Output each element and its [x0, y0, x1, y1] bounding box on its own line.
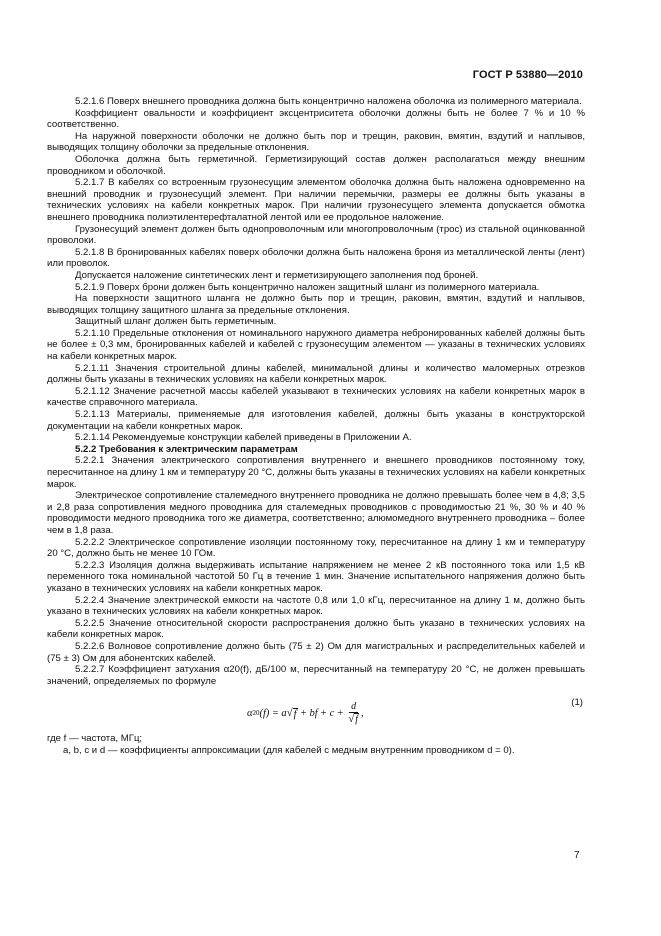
document-body — [47, 96, 585, 756]
paragraph: 5.2.2.5 Значение относительной скорости распространения должно быть указано в технических условиях на кабели конкретных марок. — [47, 617, 585, 641]
paragraph: 5.2.2.1 Значения электрического сопротивления внутреннего и внешнего проводников постоянному току, пересчитанное на длину 1 км и температуру 20 °С, должны быть указаны в технических условиях на кабели конкретных марок. — [47, 455, 585, 490]
paragraph: 5.2.1.11 Значения строительной длины кабелей, минимальной длины и количество маломерных отрезков должны быть указаны в технических условиях на кабели конкретных марок. — [47, 362, 585, 386]
paragraph: 5.2.1.13 Материалы, применяемые для изготовления кабелей, должны быть указаны в конструкторской документации на кабели конкретных марок. — [47, 409, 585, 432]
formula-arg: (f) — [259, 707, 270, 719]
paragraph: 5.2.1.8 В бронированных кабелях поверх оболочки должна быть наложена броня из металлической ленты (лент) или проволок. — [47, 246, 585, 270]
sqrt-symbol — [348, 713, 359, 726]
attenuation-formula — [247, 701, 364, 726]
equation-number: (1) — [571, 697, 583, 709]
paragraph: На наружной поверхности оболочки не должно быть пор и трещин, раковин, вмятин, вздутий и наплывов, выводящих толщину оболочки за предельные отклонения. — [47, 130, 585, 154]
where-clause: a, b, c и d — коэффициенты аппроксимации (для кабелей с медным внутренним проводником d = 0). — [63, 744, 515, 756]
formula-fraction — [348, 701, 359, 726]
paragraph: 5.2.1.12 Значение расчетной массы кабелей указывают в технических условиях на кабели конкретных марок в качестве справочного материала. — [47, 385, 585, 409]
paragraph: 5.2.1.6 Поверх внешнего проводника должна быть концентрично наложена оболочка из полимерного материала. — [75, 96, 582, 107]
paragraph: Коэффициент овальности и коэффициент эксцентриситета оболочки должны быть не более 7 % и 10 % соответственно. — [47, 107, 585, 131]
formula-plus: + — [300, 707, 307, 719]
formula-c: c — [329, 707, 335, 719]
formula-block — [47, 687, 585, 733]
paragraph: 5.2.1.7 В кабелях со встроенным грузонесущим элементом оболочка должна быть наложена одновременно на внешний проводник и грузонесущий элемент. При наличии перемычки, размеры ее должны быть указаны в технических условиях на кабели конкретных марок. При наличии грузонесущего элемента допускается обмотка внешнего проводника полиэтилентерефталатной лентой или ее продольное наложение. — [47, 177, 585, 223]
paragraph: Оболочка должна быть герметичной. Герметизирующий состав должен располагаться между внешним проводником и оболочкой. — [47, 153, 585, 177]
formula-comma: , — [361, 707, 364, 719]
sqrt-argument: f — [355, 714, 359, 726]
fraction-denominator — [348, 713, 359, 726]
formula-alpha: α — [247, 707, 253, 719]
formula-bf: bf — [309, 707, 318, 719]
paragraph: 5.2.2.3 Изоляция должна выдерживать испытание напряжением не менее 2 кВ постоянного тока или 1,5 кВ переменного тока номинальной частотой 50 Гц в течение 1 мин. Значение испытательного напряжения должно быть указано в технических условиях на кабели конкретных марок. — [47, 559, 585, 594]
paragraph: 5.2.2.4 Значение электрической емкости на частоте 0,8 или 1,0 кГц, пересчитанное на длину 1 м, должно быть указано в технических условиях на кабели конкретных марок. — [47, 594, 585, 618]
page-number: 7 — [574, 850, 580, 861]
formula-subscript: 20 — [252, 708, 260, 717]
paragraph: 5.2.2.6 Волновое сопротивление должно быть (75 ± 2) Ом для магистральных и распределительных кабелей и (75 ± 3) Ом для абонентских кабелей. — [47, 640, 585, 664]
paragraph: Защитный шланг должен быть герметичным. — [75, 316, 277, 328]
sqrt-symbol — [287, 708, 298, 720]
sqrt-argument: f — [293, 708, 297, 720]
formula-plus: + — [320, 707, 327, 719]
paragraph: 5.2.1.10 Предельные отклонения от номинального наружного диаметра небронированных кабелей должны быть не более ± 0,3 мм, бронированных кабелей и кабелей с грузонесущим элементом — указаны в технических условиях на кабели конкретных марок. — [47, 327, 585, 363]
paragraph: Электрическое сопротивление сталемедного внутреннего проводника не должно превышать более чем в 4,8; 3,5 и 2,8 раза сопротивления медного проводника для сталемедных проводников с проводимостью 21 %, 30 % и 40 % проводимости медного проводника того же диаметра, соответственно; алюмомедного внутреннего проводника – более чем в 1,8 раза. — [47, 490, 585, 536]
paragraph: 5.2.1.14 Рекомендуемые конструкции кабелей приведены в Приложении А. — [75, 432, 412, 444]
section-heading: 5.2.2 Требования к электрическим параметрам — [75, 443, 298, 455]
paragraph: На поверхности защитного шланга не должно быть пор и трещин, раковин, вмятин, вздутий и наплывов, выводящих толщину защитного шланга за предельные отклонения. — [47, 293, 585, 316]
formula-plus: + — [337, 707, 344, 719]
formula-equals: = — [272, 707, 279, 719]
paragraph: 5.2.2.2 Электрическое сопротивление изоляции постоянному току, пересчитанное на длину 1 км и температуру 20 °С, должно быть не менее 10 ГОм. — [47, 536, 585, 560]
fraction-numerator: d — [351, 701, 357, 713]
paragraph: 5.2.2.7 Коэффициент затухания α20(f), дБ/100 м, пересчитанный на температуру 20 °С, не должен превышать значений, определяемых по формуле — [47, 664, 585, 687]
formula-a: a — [281, 707, 287, 719]
radical-icon: √ — [286, 706, 293, 719]
paragraph: Грузонесущий элемент должен быть однопроволочным или многопроволочным (трос) из стальной оцинкованной проволоки. — [47, 223, 585, 247]
paragraph: 5.2.1.9 Поверх брони должен быть концентрично наложен защитный шланг из полимерного материала. — [75, 281, 540, 293]
radical-icon: √ — [348, 713, 355, 726]
standard-header: ГОСТ Р 53880—2010 — [472, 69, 583, 81]
paragraph: Допускается наложение синтетических лент и герметизирующего заполнения под броней. — [75, 269, 479, 281]
where-clause: где f — частота, МГц; — [47, 733, 143, 745]
